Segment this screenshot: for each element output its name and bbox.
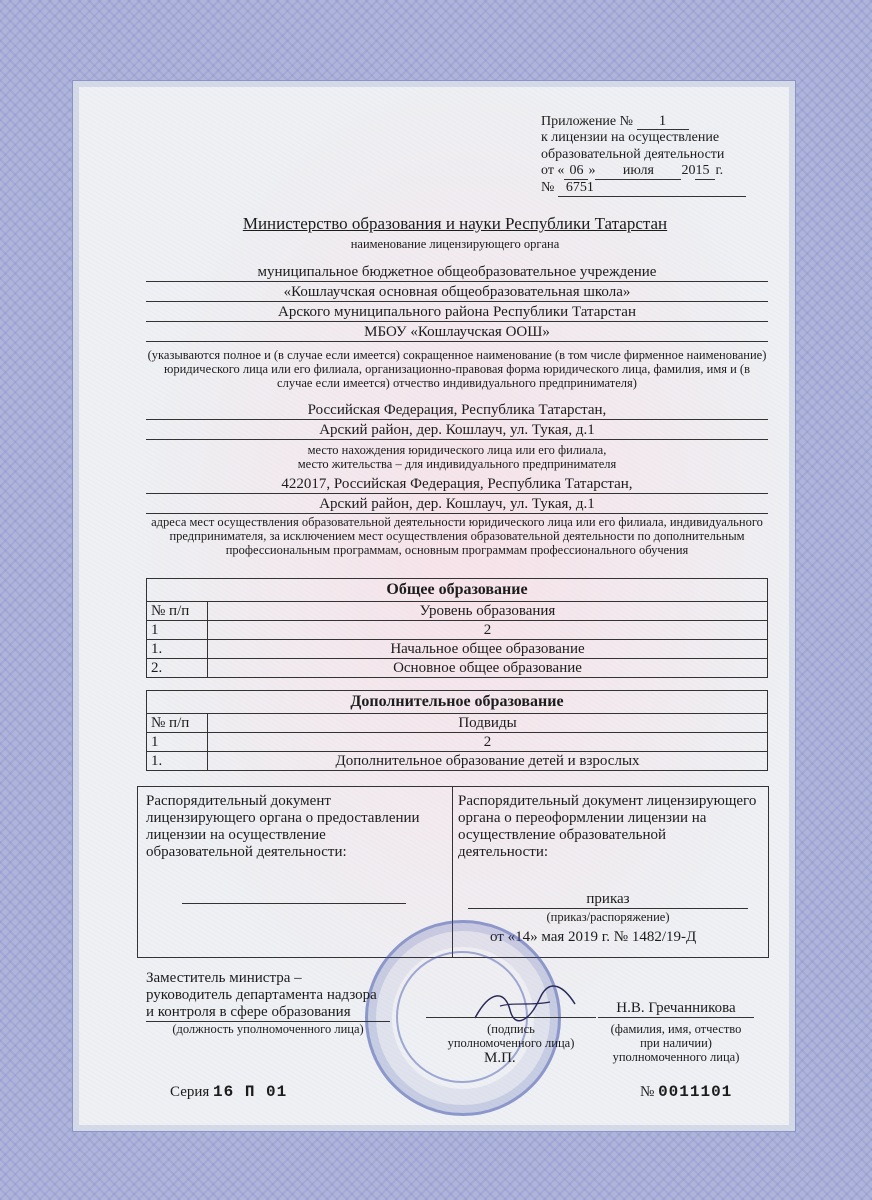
additional-education-title: Дополнительное образование <box>147 691 768 714</box>
table-row <box>147 659 768 678</box>
row-name: Дополнительное образование детей и взрослых <box>208 752 768 771</box>
activity-address-line-2: Арский район, дер. Кошлауч, ул. Тукая, д.1 <box>146 496 768 514</box>
activity-address-line-1: 422017, Российская Федерация, Республика Татарстан, <box>146 476 768 494</box>
appendix-header <box>541 113 689 130</box>
signature-caption-1: (подпись <box>487 1022 535 1036</box>
date-day: 06 <box>564 163 588 180</box>
license-number <box>541 180 746 197</box>
license-line-2: образовательной деятельности <box>541 147 725 162</box>
document-reissue-text: Распорядительный документ лицензирующего органа о переоформлении лицензии на осуществление образовательной деятельности: <box>458 793 757 860</box>
licensee-caption: (указываются полное и (в случае если имеется) сокращенное наименование (в том числе фирменное наименование) юридического лица или его филиала, организационно-правовая форма юридического лица, фамилия, имя и (в случае если имеется) отчество индивидуального предпринимателя) <box>147 348 767 390</box>
date-mid: » <box>588 163 596 178</box>
blank-number-value: 0011101 <box>658 1083 733 1101</box>
document-issue-line <box>182 903 406 904</box>
document-reissue-caption: (приказ/распоряжение) <box>546 910 670 924</box>
authority-caption: наименование лицензирующего органа <box>350 237 560 251</box>
licensee-line-4: МБОУ «Кошлаучская ООШ» <box>146 324 768 342</box>
signatory-name: Н.В. Гречанникова <box>598 1000 754 1018</box>
position-line-3: и контроля в сфере образования <box>146 1004 390 1022</box>
col-subtype-header: Подвиды <box>208 714 768 733</box>
license-line-1: к лицензии на осуществление <box>541 130 720 145</box>
series-value: 16 П 01 <box>213 1083 288 1101</box>
activity-address-caption: адреса мест осуществления образовательной деятельности юридического лица или его филиала, индивидуального предпринимателя, за исключением мест осуществления образовательной деятельности по дополнительным профессиональным программам, основным программам профессионального обучения <box>151 515 763 557</box>
document-reissue-date: от «14» мая 2019 г. № 1482/19-Д <box>490 929 697 945</box>
position-line-1: Заместитель министра – <box>146 970 302 986</box>
blank-number-block <box>640 1083 732 1101</box>
blank-number-label: № <box>640 1084 655 1100</box>
position-caption: (должность уполномоченного лица) <box>172 1022 364 1036</box>
appendix-number: 1 <box>637 113 689 130</box>
table-row <box>147 640 768 659</box>
additional-education-table <box>146 690 768 771</box>
row-name: Основное общее образование <box>208 659 768 678</box>
signatory-caption-1: (фамилия, имя, отчество <box>610 1022 742 1036</box>
index-cell: 1 <box>147 621 208 640</box>
licensee-line-2: «Кошлаучская основная общеобразовательная школа» <box>146 284 768 302</box>
col-num-header: № п/п <box>147 714 208 733</box>
col-level-header: Уровень образования <box>208 602 768 621</box>
date-year-prefix: 20 <box>681 163 696 178</box>
position-line-2: руководитель департамента надзора <box>146 987 377 1003</box>
signature-caption-2: уполномоченного лица) <box>447 1036 575 1050</box>
number-value: 6751 <box>558 180 746 197</box>
signatory-caption-2: при наличии) <box>640 1036 712 1050</box>
date-month: июля <box>595 163 681 180</box>
index-cell: 2 <box>208 733 768 752</box>
row-num: 2. <box>147 659 208 678</box>
appendix-label: Приложение № <box>541 114 633 129</box>
row-num: 1. <box>147 752 208 771</box>
date-suffix: г. <box>715 163 724 178</box>
general-education-table <box>146 578 768 678</box>
license-date <box>541 163 723 180</box>
signatory-caption-3: уполномоченного лица) <box>612 1050 740 1064</box>
row-num: 1. <box>147 640 208 659</box>
col-num-header: № п/п <box>147 602 208 621</box>
location-caption-1: место нахождения юридического лица или его филиала, <box>307 443 607 457</box>
licensee-line-1: муниципальное бюджетное общеобразовательное учреждение <box>146 264 768 282</box>
date-prefix: от « <box>541 163 565 178</box>
general-education-title: Общее образование <box>147 579 768 602</box>
signature-scribble <box>470 980 580 1025</box>
index-cell: 1 <box>147 733 208 752</box>
licensee-line-3: Арского муниципального района Республики Татарстан <box>146 304 768 322</box>
stamp-place-mark: М.П. <box>484 1050 516 1066</box>
location-line-1: Российская Федерация, Республика Татарстан, <box>146 402 768 420</box>
document-issue-text: Распорядительный документ лицензирующего органа о предоставлении лицензии на осуществление образовательной деятельности: <box>146 793 420 860</box>
location-caption-2: место жительства – для индивидуального предпринимателя <box>297 457 617 471</box>
date-year: 15 <box>695 163 715 180</box>
number-label: № <box>541 180 555 195</box>
index-cell: 2 <box>208 621 768 640</box>
authority-name: Министерство образования и науки Республики Татарстан <box>242 214 668 233</box>
table-row <box>147 752 768 771</box>
row-name: Начальное общее образование <box>208 640 768 659</box>
series-block <box>170 1083 287 1101</box>
document-reissue-type: приказ <box>468 891 748 909</box>
series-label: Серия <box>170 1084 210 1100</box>
location-line-2: Арский район, дер. Кошлауч, ул. Тукая, д.1 <box>146 422 768 440</box>
